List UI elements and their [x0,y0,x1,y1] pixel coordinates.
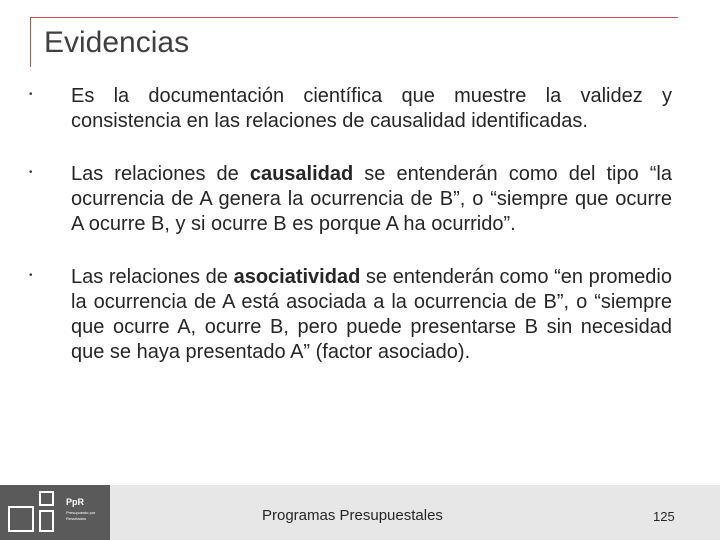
bullet-dot-icon: • [29,270,33,281]
bullet-item [26,84,672,134]
logo-square-icon [8,506,34,532]
page-number: 125 [653,509,675,524]
logo-text: PpR [66,497,84,507]
logo-square-icon [39,491,54,506]
bullet-item [26,265,672,365]
bullet-list [26,84,672,393]
bold-term: asociatividad [233,266,361,288]
logo-subtext: Presupuesto por Resultados [66,510,96,521]
ppr-logo [0,485,110,540]
bullet-dot-icon: • [29,167,33,178]
bullet-text [71,84,672,134]
text-segment: Las relaciones de [71,266,234,288]
bold-term: causalidad [249,163,354,185]
slide-title: Evidencias [44,26,190,59]
text-segment: se entenderán como del tipo “la ocurrencia de A genera la ocurrencia de B”, o “siempre que ocurre A ocurre B, y si ocurre B es porque A ha ocurrido”. [71,163,672,235]
text-segment: Es la documentación científica que muestre la validez y consistencia en las relaciones de causalidad identificadas. [71,85,672,132]
text-segment: Las relaciones de [71,163,250,185]
footer-bar [0,485,720,540]
bullet-dot-icon: • [29,89,33,100]
bullet-item [26,162,672,237]
text-segment: se entenderán como “en promedio la ocurrencia de A está asociada a la ocurrencia de B”, o “siempre que ocurre A, ocurre B, pero puede presentarse B sin necesidad que se haya presentado A” (factor asociado). [71,266,672,363]
bullet-text [71,265,672,365]
footer-title: Programas Presupuestales [262,507,443,524]
bullet-text [71,162,672,237]
logo-square-icon [39,510,54,532]
